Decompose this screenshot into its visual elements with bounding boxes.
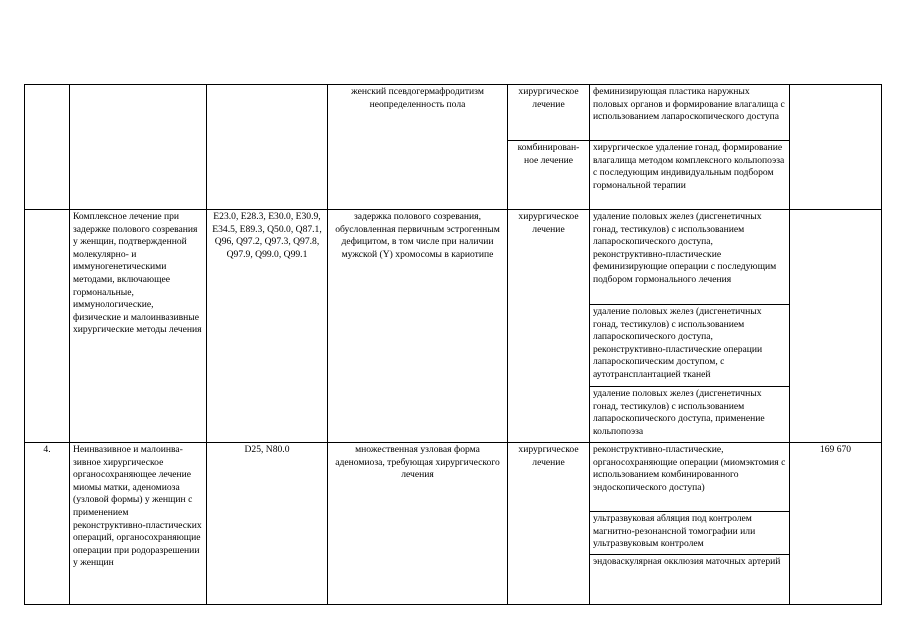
cell-treatment-type: хирургическое лечение xyxy=(508,85,590,141)
cell-diagnosis: женский псевдогермафродитизм неопределенность пола xyxy=(328,85,508,210)
cell-codes: D25, N80.0 xyxy=(207,443,328,605)
cell-treatment-method: удаление половых желез (дисгенетичных гонад, тестикулов) с использованием лапароскопического доступа, реконструктивно-пластические феминизирующие операции с последующим подбором гормонального лечения xyxy=(590,210,790,305)
cell-diagnosis: задержка полового созревания, обусловленная первичным эстрогенным дефицитом, в том числе при наличии мужской (Y) хромосомы в кариотипе xyxy=(328,210,508,443)
cell-name: Неинвазивное и малоинва-зивное хирургическое органосохраняющее лечение миомы матки, аденомиоза (узловой формы) у женщин с применением реконструктивно-пластических операций, органосохраняющие операции при родоразрешении у женщин xyxy=(70,443,207,605)
medical-care-table xyxy=(24,84,882,605)
cell-num: 4. xyxy=(25,443,70,605)
cell-name: Комплексное лечение при задержке полового созревания у женщин, подтвержденной молекулярно- и иммуногенетическими методами, включающее гормональные, иммунологические, физические и малоинвазивные хирургические методы лечения xyxy=(70,210,207,443)
cell-treatment-type: хирургическое лечение xyxy=(508,210,590,443)
cell-treatment-method: хирургическое удаление гонад, формирование влагалища методом комплексного кольпопоэза с последующим индивидуальным подбором гормональной терапии xyxy=(590,141,790,210)
table-row xyxy=(25,210,882,305)
cell-name xyxy=(70,85,207,210)
cell-cost xyxy=(790,85,882,210)
table-row xyxy=(25,443,882,512)
cell-treatment-type: хирургическое лечение xyxy=(508,443,590,605)
cell-treatment-method: ультразвуковая абляция под контролем магнитно-резонансной томографии или ультразвуковым контролем xyxy=(590,512,790,555)
cell-num xyxy=(25,210,70,443)
cell-treatment-method: удаление половых желез (дисгенетичных гонад, тестикулов) с использованием лапароскопического доступа, применение кольпопоэза xyxy=(590,387,790,443)
cell-cost xyxy=(790,210,882,443)
cell-diagnosis: множественная узловая форма аденомиоза, требующая хирургического лечения xyxy=(328,443,508,605)
cell-treatment-method: феминизирующая пластика наружных половых органов и формирование влагалища с использованием лапароскопического доступа xyxy=(590,85,790,141)
cell-treatment-type: комбинирован-ное лечение xyxy=(508,141,590,210)
cell-treatment-method: эндоваскулярная окклюзия маточных артерий xyxy=(590,555,790,605)
cell-num xyxy=(25,85,70,210)
table-row xyxy=(25,85,882,141)
cell-codes xyxy=(207,85,328,210)
cell-codes: E23.0, E28.3, E30.0, E30.9, E34.5, E89.3, Q50.0, Q87.1, Q96, Q97.2, Q97.3, Q97.8, Q97.9, Q99.0, Q99.1 xyxy=(207,210,328,443)
cell-treatment-method: реконструктивно-пластические, органосохраняющие операции (миомэктомия с использованием комбинированного эндоскопического доступа) xyxy=(590,443,790,512)
cell-cost: 169 670 xyxy=(790,443,882,605)
cell-treatment-method: удаление половых желез (дисгенетичных гонад, тестикулов) с использованием лапароскопического доступа, реконструктивно-пластические операции лапароскопическим доступом, с аутотрансплантацией тканей xyxy=(590,305,790,387)
